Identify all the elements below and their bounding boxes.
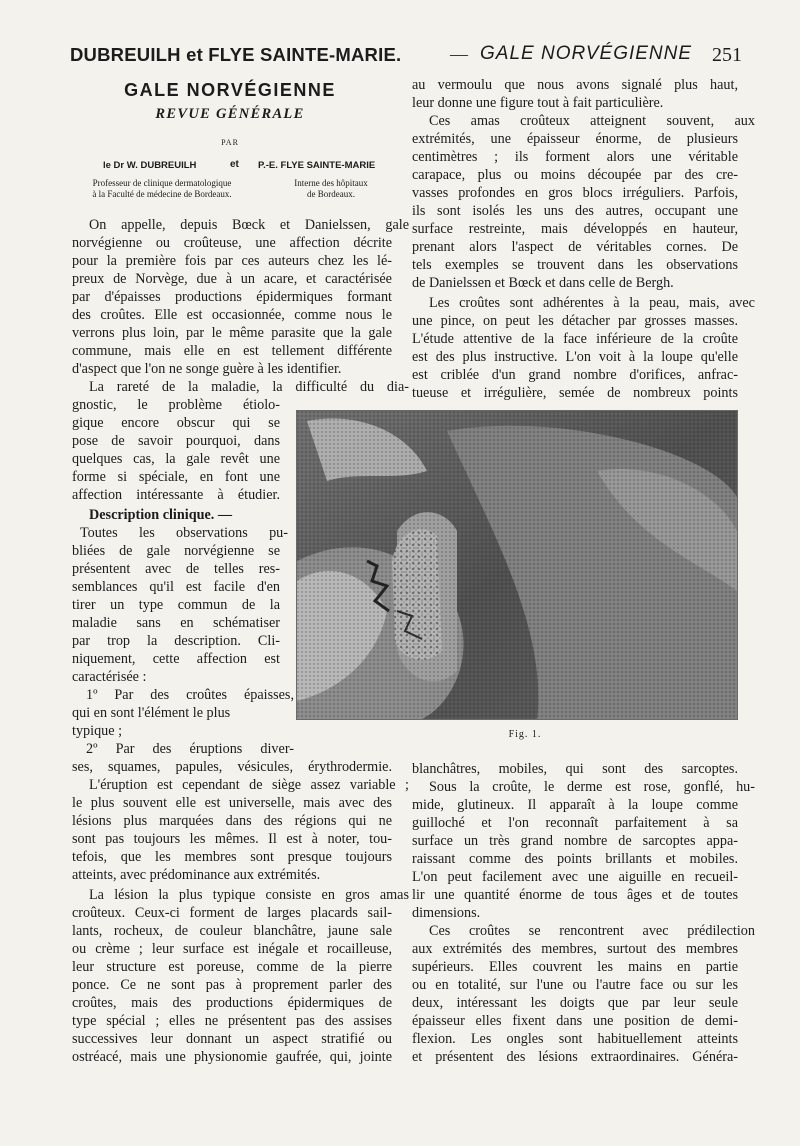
text-line: est des plus instructive. L'on voit à la loupe qu'elle xyxy=(412,349,738,365)
text-line: atteints, avec prédominance aux extrémités. xyxy=(72,867,321,883)
text-line: Les croûtes sont adhérentes à la peau, mais, avec xyxy=(429,295,755,311)
text-line: aux extrémités des membres, surtout des membres xyxy=(412,941,738,957)
text-line: ou en totalité, sur l'une ou l'autre face ou sur les xyxy=(412,977,738,993)
text-line: L'étude attentive de la face inférieure de la croûte xyxy=(412,331,738,347)
text-line: ostréacé, mais une physionomie gaufrée, qui, jointe xyxy=(72,1049,392,1065)
author-name: P.-E. FLYE SAINTE-MARIE xyxy=(258,160,376,171)
text-line: par d'épaisses productions épidermiques formant xyxy=(72,289,392,305)
text-line: successives leur donnant un aspect stratifié ou xyxy=(72,1031,392,1047)
text-line: L'on peut facilement avec une aiguille en recueil- xyxy=(412,869,738,885)
text-line: de Danielssen et Bœck et dans celle de Bergh. xyxy=(412,275,674,291)
text-line: lir une quantité énorme de tous âges et de toutes xyxy=(412,887,738,903)
text-line: carapace, plus ou moins découpée par des cre- xyxy=(412,167,738,183)
author-affiliation xyxy=(64,178,260,200)
text-line: La lésion la plus typique consiste en gros amas xyxy=(89,887,409,903)
text-line: leur donne une figure tout à fait particulière. xyxy=(412,95,664,111)
text-line: typique ; xyxy=(72,723,123,739)
text-line: pour la première fois par ces auteurs chez les lé- xyxy=(72,253,392,269)
text-line: tirer un type commun de la xyxy=(72,597,280,613)
author-name: le Dr W. DUBREUILH xyxy=(103,160,197,171)
text-line: bliées de gale norvégienne se xyxy=(72,543,280,559)
affiliation-line: Interne des hôpitaux xyxy=(294,178,368,188)
text-line: tueuse et irrégulière, semée de nombreux points xyxy=(412,385,738,401)
text-line: guilloché et l'on reconnaît parfaitement à sa xyxy=(412,815,738,831)
text-line: blanchâtres, mobiles, qui sont des sarcoptes. xyxy=(412,761,738,777)
text-line: des croûtes. Elle est occasionnée, comme nous le xyxy=(72,307,392,323)
text-line: est criblée d'un grand nombre d'orifices, anfrac- xyxy=(412,367,738,383)
text-line: La rareté de la maladie, la difficulté du dia- xyxy=(89,379,409,395)
text-line: prenant alors l'aspect de véritables cornes. De xyxy=(412,239,738,255)
text-line: Ces croûtes se rencontrent avec prédilection xyxy=(429,923,755,939)
affiliation-line: de Bordeaux. xyxy=(307,189,355,199)
running-head xyxy=(70,44,742,70)
photograph-hand-crusts-icon xyxy=(297,411,738,720)
text-line: sont pas toujours les mêmes. Il est à noter, tou- xyxy=(72,831,392,847)
author-affiliation xyxy=(262,178,400,200)
clinical-photograph xyxy=(296,410,738,720)
text-line: Sous la croûte, le derme est rose, gonflé, hu- xyxy=(429,779,755,795)
text-line: commune, mais elle en est tellement différente xyxy=(72,343,392,359)
text-line: quelques cas, la gale revêt une xyxy=(72,451,280,467)
text-line: semblances qu'il est facile d'en xyxy=(72,579,280,595)
text-line: affection intéressante à étudier. xyxy=(72,487,280,503)
figure-caption: Fig. 1. xyxy=(508,729,542,740)
text-line: une pince, on peut les détacher par grosses masses. xyxy=(412,313,738,329)
running-head-title: GALE NORVÉGIENNE xyxy=(480,43,693,64)
page-number: 251 xyxy=(712,44,742,66)
text-line: flexion. Les ongles sont habituellement atteints xyxy=(412,1031,738,1047)
text-line: leur structure est poreuse, comme de la pierre xyxy=(72,959,392,975)
text-line: centimètres ; ils forment alors une véritable xyxy=(412,149,738,165)
text-line: ils sont isolés les uns des autres, occupant une xyxy=(412,203,738,219)
text-line: mide, glutineux. Il apparaît à la loupe comme xyxy=(412,797,738,813)
affiliation-line: à la Faculté de médecine de Bordeaux. xyxy=(92,189,232,199)
list-item: 1º Par des croûtes épaisses, xyxy=(86,687,294,703)
text-line: qui en sont l'élément le plus xyxy=(72,705,231,721)
text-line: caractérisée : xyxy=(72,669,147,685)
text-line: au vermoulu que nous avons signalé plus haut, xyxy=(412,77,738,93)
list-item: 2º Par des éruptions diver- xyxy=(86,741,294,757)
text-line: surface un très grand nombre de sarcoptes appa- xyxy=(412,833,738,849)
text-line: ses, squames, papules, vésicules, érythrodermie. xyxy=(72,759,392,775)
text-line: tels exemples se trouvent dans les observations xyxy=(412,257,738,273)
text-line: croûteux. Ceux-ci forment de larges placards sail- xyxy=(72,905,392,921)
text-line: croûtes, mais des productions épidermiques de xyxy=(72,995,392,1011)
text-line: ou crème ; leur surface est inégale et rocailleuse, xyxy=(72,941,392,957)
affiliation-line: Professeur de clinique dermatologique xyxy=(92,178,232,188)
text-line: norvégienne ou croûteuse, une affection décrite xyxy=(72,235,392,251)
text-line: par trop la description. Cli- xyxy=(72,633,280,649)
text-line: présentent avec de telles res- xyxy=(72,561,280,577)
text-line: forme si spéciale, en font une xyxy=(72,469,280,485)
text-line: Toutes les observations pu- xyxy=(80,525,288,541)
text-line: raissant comme des points brillants et mobiles. xyxy=(412,851,738,867)
text-line: On appelle, depuis Bœck et Danielssen, gale xyxy=(89,217,409,233)
running-head-dash: — xyxy=(450,44,468,64)
text-line: le plus souvent elle est universelle, mais avec des xyxy=(72,795,392,811)
text-line: supérieurs. Elles couvrent les mains en partie xyxy=(412,959,738,975)
text-line: lésions plus marquées dans des régions qui ne xyxy=(72,813,392,829)
text-line: preux de Norvège, due à un acare, et caractérisée xyxy=(72,271,392,287)
text-line: L'éruption est cependant de siège assez variable ; xyxy=(89,777,409,793)
text-line: lants, rocheux, de couleur blanchâtre, jaune sale xyxy=(72,923,392,939)
byline-par: PAR xyxy=(221,138,239,147)
text-line: ponce. Ce ne sont pas à proprement parler des xyxy=(72,977,392,993)
text-line: d'aspect que l'on ne songe guère à les identifier. xyxy=(72,361,342,377)
text-line: pose de savoir pourquoi, dans xyxy=(72,433,280,449)
text-line: et présentent des lésions extraordinaires. Généra- xyxy=(412,1049,738,1065)
section-heading: Description clinique. — xyxy=(89,507,233,523)
text-line: Ces amas croûteux atteignent souvent, aux xyxy=(429,113,755,129)
text-line: verrons plus loin, par le même parasite que la gale xyxy=(72,325,392,341)
text-line: extrémités, une épaisseur énorme, de plusieurs xyxy=(412,131,738,147)
text-line: vasses profondes en gros blocs irréguliers. Parfois, xyxy=(412,185,738,201)
text-line: dimensions. xyxy=(412,905,481,921)
text-line: maladie sans en schématiser xyxy=(72,615,280,631)
text-line: surface restreinte, mais développés en hauteur, xyxy=(412,221,738,237)
text-line: épaisseur elles fixent dans une position de demi- xyxy=(412,1013,738,1029)
text-line: niquement, cette affection est xyxy=(72,651,280,667)
text-line: gnostic, le problème étiolo- xyxy=(72,397,280,413)
article-subtitle: REVUE GÉNÉRALE xyxy=(155,106,305,122)
running-head-authors: DUBREUILH et FLYE SAINTE-MARIE. xyxy=(70,44,402,65)
text-line: gique encore obscur qui se xyxy=(72,415,280,431)
text-line: type spécial ; elles ne présentent pas des assises xyxy=(72,1013,392,1029)
author-connector: et xyxy=(230,159,239,170)
text-line: deux, intéressant les doigts que par leur seule xyxy=(412,995,738,1011)
text-line: tefois, que les membres sont presque toujours xyxy=(72,849,392,865)
article-title: GALE NORVÉGIENNE xyxy=(124,80,336,100)
